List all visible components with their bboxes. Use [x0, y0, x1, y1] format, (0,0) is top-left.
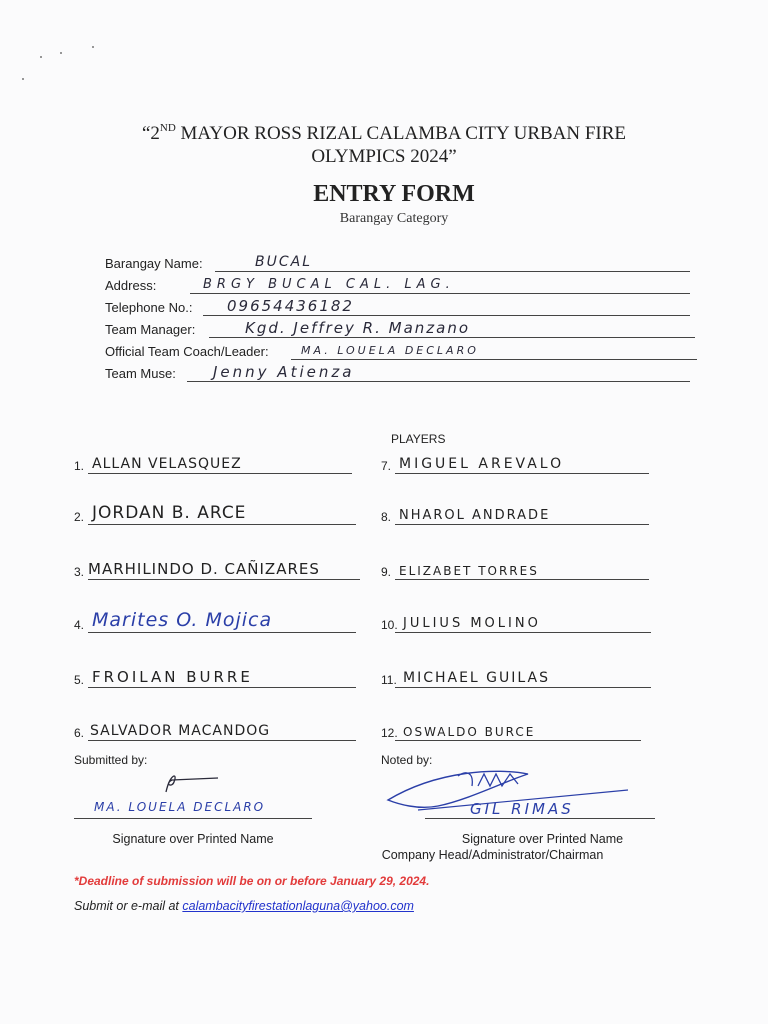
players-heading: PLAYERS: [391, 432, 446, 446]
team-muse-field: Team Muse: Jenny Atienza: [105, 362, 693, 382]
player-name: MICHAEL GUILAS: [403, 670, 550, 686]
form-category: Barangay Category: [339, 211, 449, 226]
player-name: MIGUEL AREVALO: [399, 456, 565, 472]
deadline-note: *Deadline of submission will be on or before January 29, 2024.: [74, 874, 430, 888]
coach-field: Official Team Coach/Leader: MA. LOUELA DECLARO: [105, 340, 700, 360]
submitter-signature: [158, 768, 228, 796]
barangay-name-field: Barangay Name: BUCAL: [105, 252, 693, 272]
noter-name: GIL RIMAS: [470, 800, 574, 818]
player-name: JORDAN B. ARCE: [92, 503, 247, 523]
player-name: FROILAN BURRE: [92, 668, 253, 686]
player-row: 6. SALVADOR MACANDOG: [74, 713, 358, 741]
player-row: 7. MIGUEL AREVALO: [381, 446, 651, 474]
underline: [203, 315, 690, 316]
scan-speck: [92, 46, 94, 48]
underline: [88, 473, 352, 474]
scan-speck: [60, 52, 62, 54]
underline: [395, 473, 649, 474]
player-row: 10. JULIUS MOLINO: [381, 605, 653, 633]
underline: [88, 632, 356, 633]
player-name: OSWALDO BURCE: [403, 725, 536, 739]
underline: [395, 632, 651, 633]
noter-title: Company Head/Administrator/Chairman: [381, 848, 604, 862]
player-row: 1. ALLAN VELASQUEZ: [74, 446, 354, 474]
underline: [88, 740, 356, 741]
address-value: BRGY BUCAL CAL. LAG.: [203, 277, 455, 292]
player-name: ELIZABET TORRES: [399, 564, 539, 578]
submitter-caption: Signature over Printed Name: [112, 832, 274, 846]
coach-value: MA. LOUELA DECLARO: [301, 344, 479, 357]
player-name: Marites O. Mojica: [92, 609, 273, 631]
player-row: 8. NHAROL ANDRADE: [381, 497, 651, 525]
player-row: 11. MICHAEL GUILAS: [381, 660, 653, 688]
player-name: MARHILINDO D. CAÑIZARES: [88, 560, 320, 578]
underline: [88, 524, 356, 525]
player-name: NHAROL ANDRADE: [399, 508, 551, 523]
event-title-line1: “2ND MAYOR ROSS RIZAL CALAMBA CITY URBAN FIRE: [141, 122, 627, 144]
underline: [190, 293, 690, 294]
submit-instructions: Submit or e-mail at calambacityfirestationlaguna@yahoo.com: [74, 899, 414, 913]
underline: [291, 359, 697, 360]
player-name: SALVADOR MACANDOG: [90, 723, 271, 739]
submitter-name: MA. LOUELA DECLARO: [94, 800, 266, 814]
player-row: 9. ELIZABET TORRES: [381, 552, 651, 580]
player-name: ALLAN VELASQUEZ: [92, 456, 242, 472]
telephone-value: 09654436182: [227, 297, 354, 315]
team-manager-field: Team Manager: Kgd. Jeffrey R. Manzano: [105, 318, 697, 338]
player-row: 4. Marites O. Mojica: [74, 605, 358, 633]
team-manager-value: Kgd. Jeffrey R. Manzano: [245, 319, 471, 337]
form-title: ENTRY FORM: [313, 181, 475, 207]
underline: [395, 687, 651, 688]
underline: [215, 271, 690, 272]
barangay-name-value: BUCAL: [255, 254, 313, 270]
address-field: Address: BRGY BUCAL CAL. LAG.: [105, 274, 693, 294]
team-muse-value: Jenny Atienza: [213, 363, 355, 381]
underline: [395, 740, 641, 741]
underline: [187, 381, 690, 382]
player-row: 2. JORDAN B. ARCE: [74, 497, 358, 525]
noter-caption: Signature over Printed Name: [461, 832, 624, 846]
underline: [395, 579, 649, 580]
email-link[interactable]: calambacityfirestationlaguna@yahoo.com: [182, 899, 414, 913]
noted-by-label: Noted by:: [381, 753, 433, 767]
signature-line: [74, 818, 312, 819]
submitted-by-label: Submitted by:: [74, 753, 148, 767]
underline: [209, 337, 695, 338]
underline: [88, 687, 356, 688]
telephone-field: Telephone No.: 09654436182: [105, 296, 693, 316]
underline: [88, 579, 360, 580]
player-row: 3. MARHILINDO D. CAÑIZARES: [74, 552, 362, 580]
scan-speck: [40, 56, 42, 58]
underline: [395, 524, 649, 525]
player-row: 5. FROILAN BURRE: [74, 660, 358, 688]
event-title-line2: OLYMPICS 2024”: [311, 146, 457, 167]
player-row: 12. OSWALDO BURCE: [381, 713, 643, 741]
player-name: JULIUS MOLINO: [403, 616, 541, 631]
scan-speck: [22, 78, 24, 80]
signature-line: [425, 818, 655, 819]
